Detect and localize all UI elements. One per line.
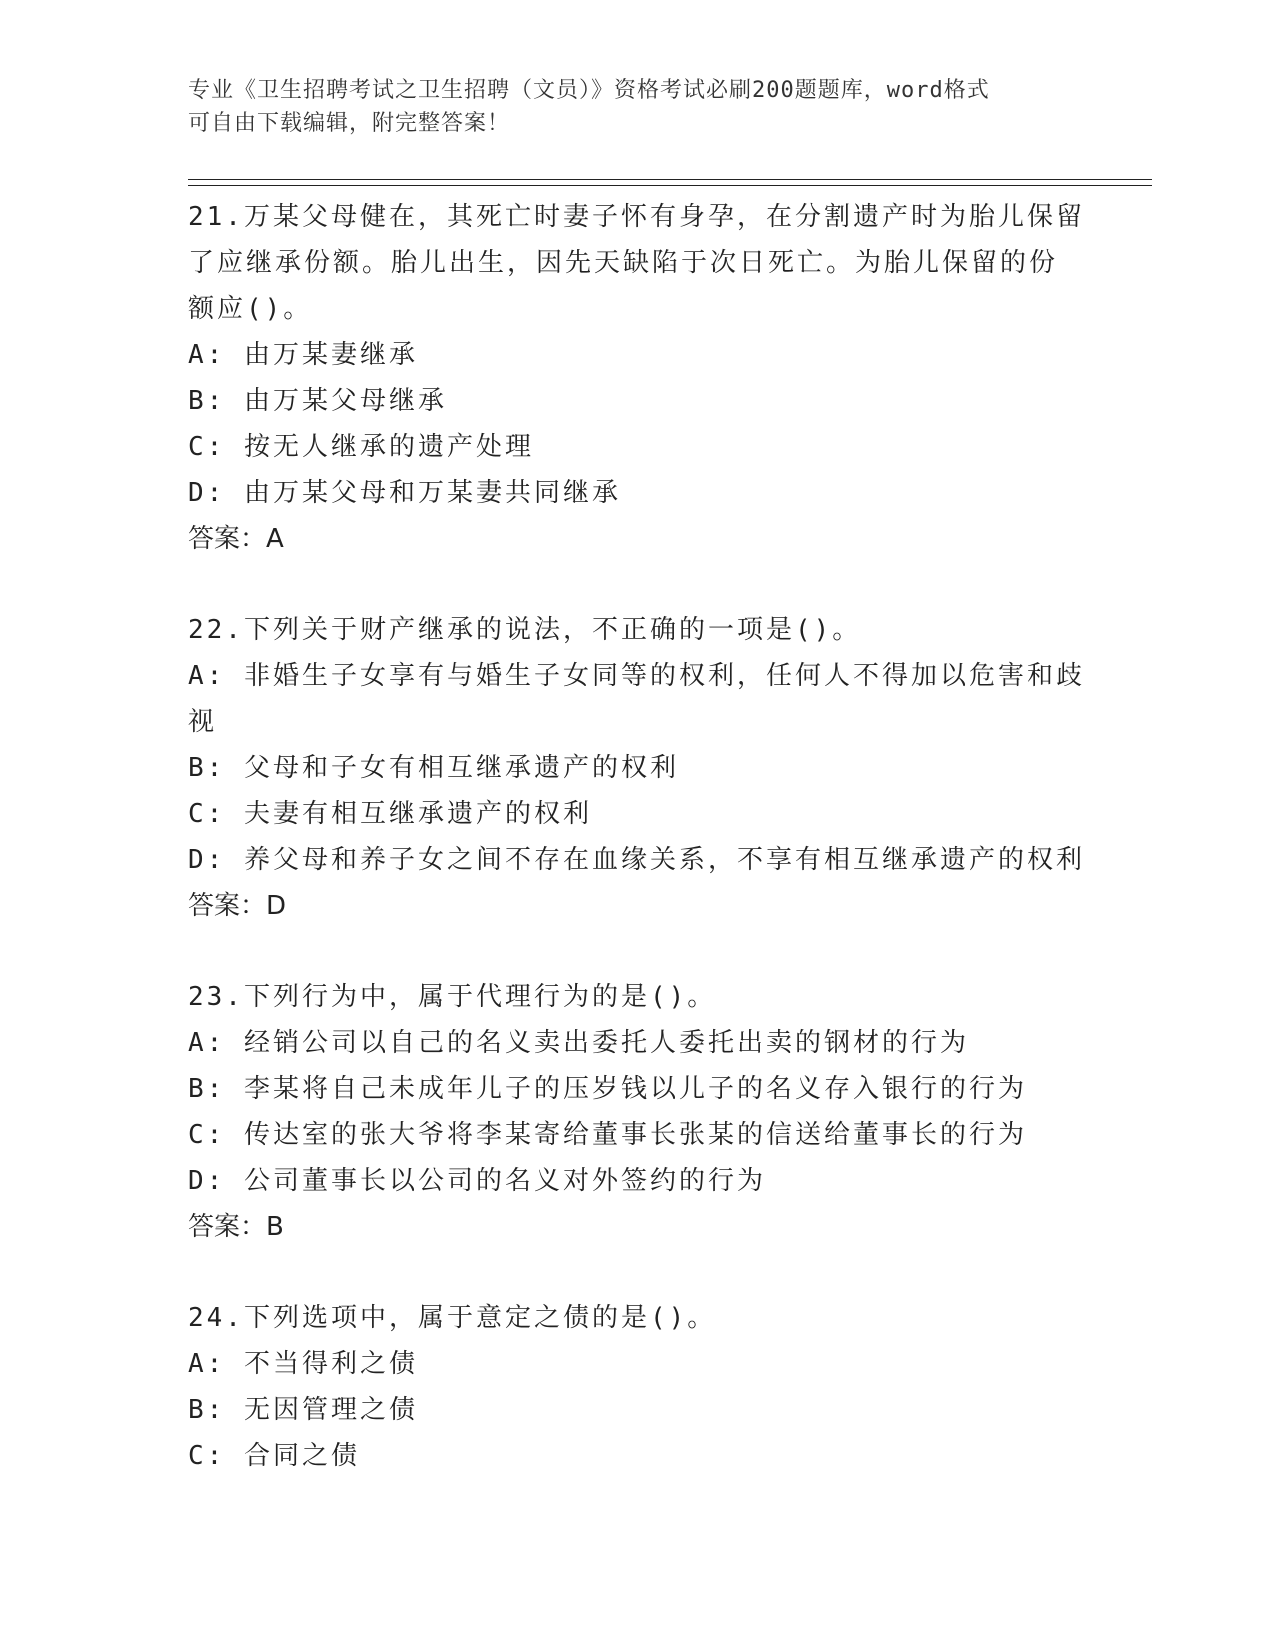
question-stem: 21.万某父母健在，其死亡时妻子怀有身孕，在分割遗产时为胎儿保留 bbox=[188, 202, 1085, 232]
header-line-2: 可自由下载编辑，附完整答案！ bbox=[188, 111, 511, 136]
question-block bbox=[188, 194, 1088, 562]
header-line-1: 专业《卫生招聘考试之卫生招聘（文员）》资格考试必刷200题题库，word格式 bbox=[188, 78, 990, 103]
answer-option: D: 公司董事长以公司的名义对外签约的行为 bbox=[188, 1166, 766, 1196]
answer-option: B: 父母和子女有相互继承遗产的权利 bbox=[188, 753, 679, 783]
answer-option: B: 李某将自己未成年儿子的压岁钱以儿子的名义存入银行的行为 bbox=[188, 1074, 1027, 1104]
correct-answer: 答案：A bbox=[188, 524, 284, 554]
answer-option: A: 经销公司以自己的名义卖出委托人委托出卖的钢材的行为 bbox=[188, 1028, 969, 1058]
question-stem: 了应继承份额。胎儿出生，因先天缺陷于次日死亡。为胎儿保留的份 bbox=[188, 248, 1059, 278]
header-rule-top bbox=[188, 179, 1152, 180]
question-block bbox=[188, 1295, 1088, 1479]
answer-option: C: 按无人继承的遗产处理 bbox=[188, 432, 534, 462]
answer-option: C: 夫妻有相互继承遗产的权利 bbox=[188, 799, 592, 829]
question-list bbox=[188, 194, 1088, 1524]
correct-answer: 答案：B bbox=[188, 1212, 284, 1242]
answer-option: D: 养父母和养子女之间不存在血缘关系，不享有相互继承遗产的权利 bbox=[188, 845, 1085, 875]
answer-option: C: 传达室的张大爷将李某寄给董事长张某的信送给董事长的行为 bbox=[188, 1120, 1027, 1150]
header-rule-bottom bbox=[188, 185, 1152, 186]
question-stem: 22.下列关于财产继承的说法，不正确的一项是()。 bbox=[188, 615, 862, 645]
question-block bbox=[188, 607, 1088, 929]
answer-option: A: 非婚生子女享有与婚生子女同等的权利，任何人不得加以危害和歧 bbox=[188, 661, 1085, 691]
answer-option: A: 由万某妻继承 bbox=[188, 340, 418, 370]
answer-option: A: 不当得利之债 bbox=[188, 1349, 418, 1379]
answer-option: C: 合同之债 bbox=[188, 1441, 360, 1471]
answer-option: B: 无因管理之债 bbox=[188, 1395, 418, 1425]
question-stem: 额应()。 bbox=[188, 294, 313, 324]
answer-option: 视 bbox=[188, 707, 218, 737]
question-stem: 24.下列选项中，属于意定之债的是()。 bbox=[188, 1303, 717, 1333]
document-header bbox=[188, 74, 1088, 140]
question-stem: 23.下列行为中，属于代理行为的是()。 bbox=[188, 982, 717, 1012]
question-block bbox=[188, 974, 1088, 1250]
answer-option: B: 由万某父母继承 bbox=[188, 386, 447, 416]
answer-option: D: 由万某父母和万某妻共同继承 bbox=[188, 478, 621, 508]
correct-answer: 答案：D bbox=[188, 891, 287, 921]
